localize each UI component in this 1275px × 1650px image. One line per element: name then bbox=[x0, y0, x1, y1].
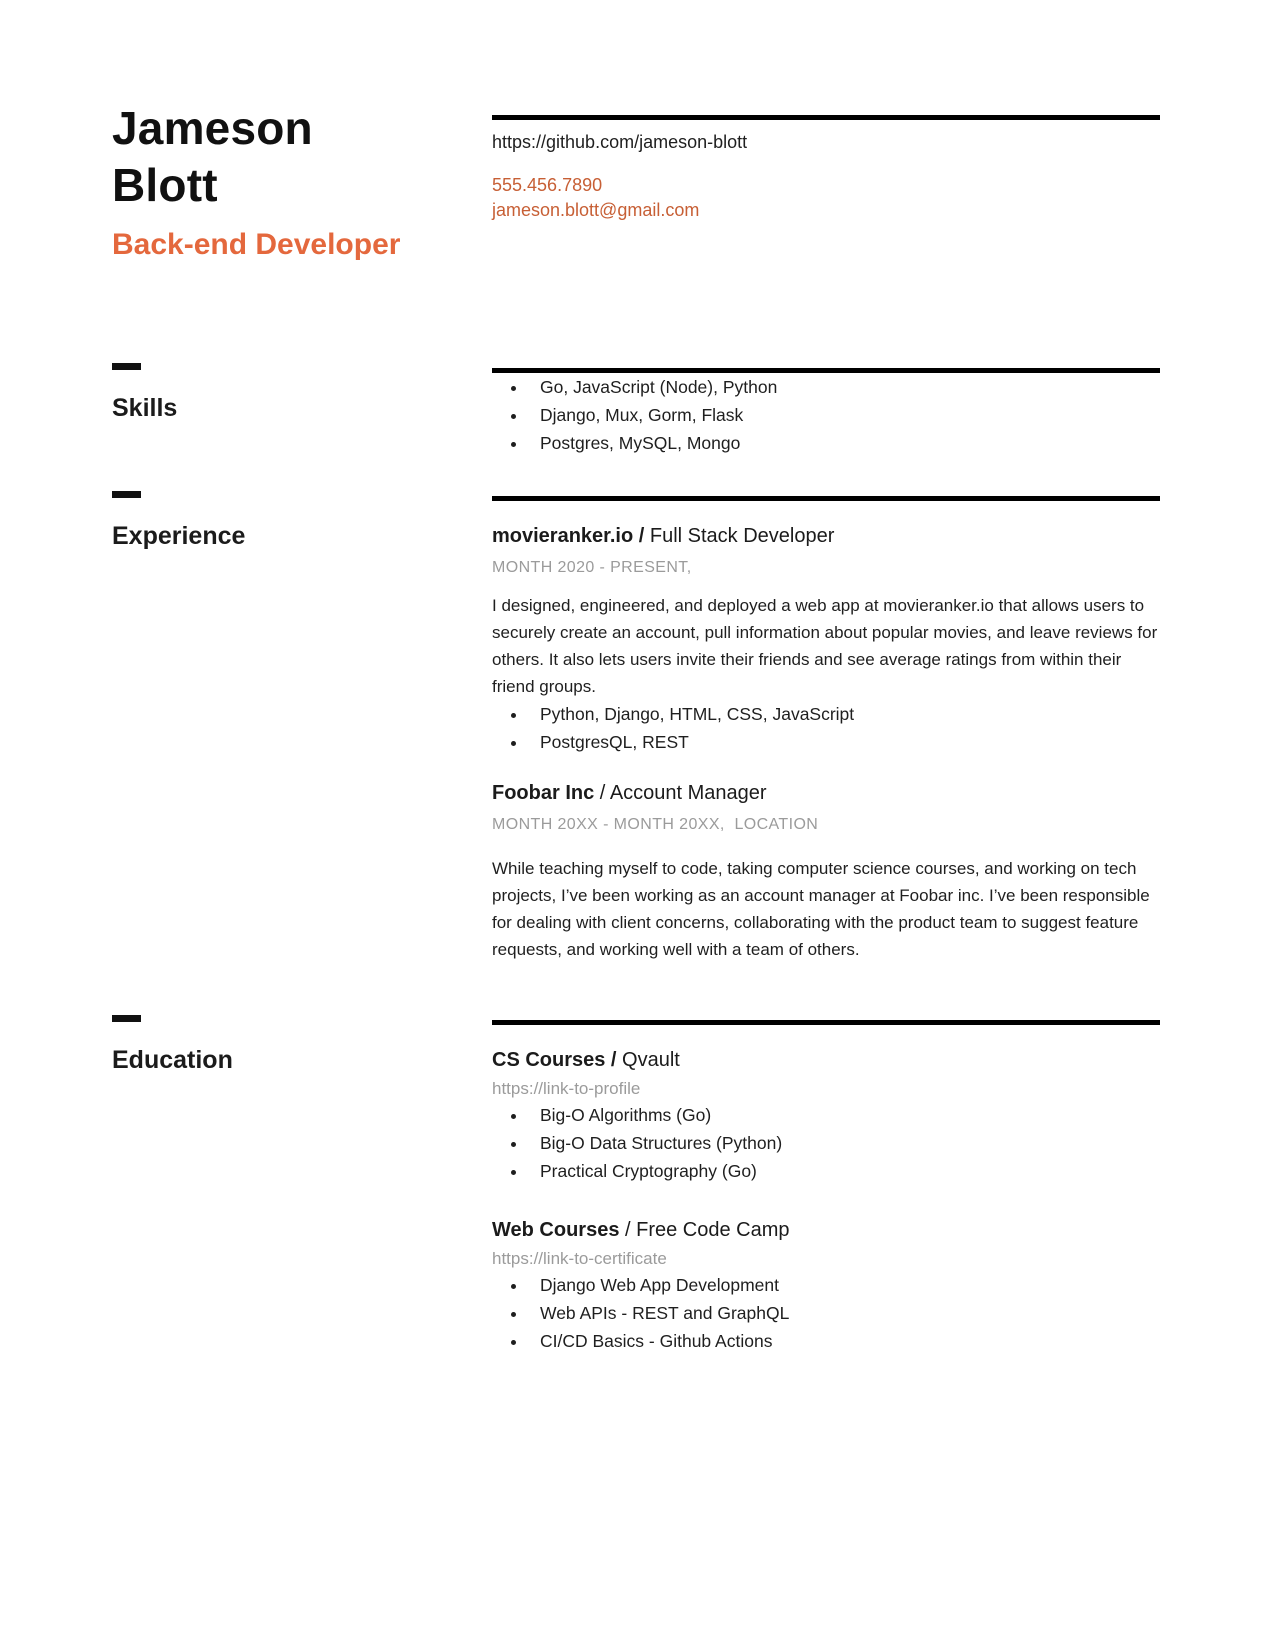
phone-number: 555.456.7890 bbox=[492, 175, 603, 195]
program-name: Web Courses bbox=[492, 1219, 620, 1241]
skills-heading: Skills bbox=[112, 394, 178, 422]
experience-heading: Experience bbox=[112, 522, 246, 550]
entry-summary: I designed, engineered, and deployed a web app at movieranker.io that allows users to securely create an account, pull information about popular movies, and leave reviews for others. It also lets users invite their friends and see average ratings from within their friend groups. bbox=[492, 596, 1158, 696]
skill-item: • Go, JavaScript (Node), Python bbox=[528, 373, 1160, 401]
institution-name: Qvault bbox=[622, 1049, 680, 1071]
job-role: Account Manager bbox=[609, 782, 767, 804]
section-dash bbox=[112, 491, 141, 498]
role-title: Back-end Developer bbox=[112, 228, 401, 261]
skill-item: • Postgres, MySQL, Mongo bbox=[528, 429, 1160, 457]
course-item: • Practical Cryptography (Go) bbox=[528, 1157, 1160, 1185]
course-item: • Django Web App Development bbox=[528, 1271, 1160, 1299]
course-item: • CI/CD Basics - Github Actions bbox=[528, 1327, 1160, 1355]
entry-title bbox=[492, 780, 1160, 807]
company-name: movieranker.io bbox=[492, 525, 634, 547]
company-name: Foobar Inc bbox=[492, 782, 595, 804]
entry-summary: While teaching myself to code, taking computer science courses, and working on tech projects, I’ve been working as an account manager at Foobar inc. I’ve been responsible for dealing with client concerns, collaborating with the product team to suggest feature requests, and working well with a team of others. bbox=[492, 859, 1150, 959]
title-separator: / bbox=[619, 1219, 637, 1241]
job-role: Full Stack Developer bbox=[649, 525, 835, 547]
certificate-link[interactable]: https://link-to-certificate bbox=[492, 1249, 667, 1268]
experience-section bbox=[112, 491, 1160, 963]
skills-right bbox=[492, 363, 1160, 457]
email-link[interactable]: jameson.blott@gmail.com bbox=[492, 200, 700, 220]
education-divider-rule bbox=[492, 1020, 1160, 1025]
education-entry bbox=[492, 1217, 1160, 1355]
education-section bbox=[112, 1015, 1160, 1355]
entry-tech-list bbox=[492, 700, 1160, 756]
education-right bbox=[492, 1015, 1160, 1355]
person-name bbox=[112, 100, 492, 214]
entry-title bbox=[492, 1047, 1160, 1074]
section-dash bbox=[112, 1015, 141, 1022]
tech-item: • PostgresQL, REST bbox=[528, 728, 1160, 756]
experience-entry bbox=[492, 523, 1160, 756]
course-list bbox=[492, 1101, 1160, 1185]
header-section bbox=[112, 100, 1160, 264]
title-separator: / bbox=[594, 782, 610, 804]
entry-dates: MONTH 20XX - MONTH 20XX, LOCATION bbox=[492, 816, 819, 833]
skills-list bbox=[492, 373, 1160, 457]
header-right bbox=[492, 115, 1160, 264]
profile-link[interactable]: https://link-to-profile bbox=[492, 1079, 641, 1098]
skills-left bbox=[112, 363, 492, 457]
course-list bbox=[492, 1271, 1160, 1355]
first-name: Jameson bbox=[112, 102, 313, 154]
education-entry bbox=[492, 1047, 1160, 1185]
entry-title bbox=[492, 523, 1160, 550]
header-left bbox=[112, 100, 492, 264]
skill-item: • Django, Mux, Gorm, Flask bbox=[528, 401, 1160, 429]
course-item: • Big-O Algorithms (Go) bbox=[528, 1101, 1160, 1129]
education-heading: Education bbox=[112, 1046, 233, 1074]
experience-right bbox=[492, 491, 1160, 963]
experience-entry bbox=[492, 780, 1160, 963]
program-name: CS Courses bbox=[492, 1049, 606, 1071]
experience-left bbox=[112, 491, 492, 963]
entry-dates: MONTH 2020 - PRESENT, bbox=[492, 559, 692, 576]
entry-title bbox=[492, 1217, 1160, 1244]
course-item: • Big-O Data Structures (Python) bbox=[528, 1129, 1160, 1157]
skills-section bbox=[112, 363, 1160, 457]
education-left bbox=[112, 1015, 492, 1355]
section-dash bbox=[112, 363, 141, 370]
last-name: Blott bbox=[112, 159, 218, 211]
header-divider-rule bbox=[492, 115, 1160, 120]
title-separator: / bbox=[605, 1049, 623, 1071]
tech-item: • Python, Django, HTML, CSS, JavaScript bbox=[528, 700, 1160, 728]
contact-block bbox=[492, 173, 1160, 223]
github-link[interactable]: https://github.com/jameson-blott bbox=[492, 132, 748, 152]
course-item: • Web APIs - REST and GraphQL bbox=[528, 1299, 1160, 1327]
experience-divider-rule bbox=[492, 496, 1160, 501]
institution-name: Free Code Camp bbox=[636, 1219, 790, 1241]
title-separator: / bbox=[633, 525, 650, 547]
